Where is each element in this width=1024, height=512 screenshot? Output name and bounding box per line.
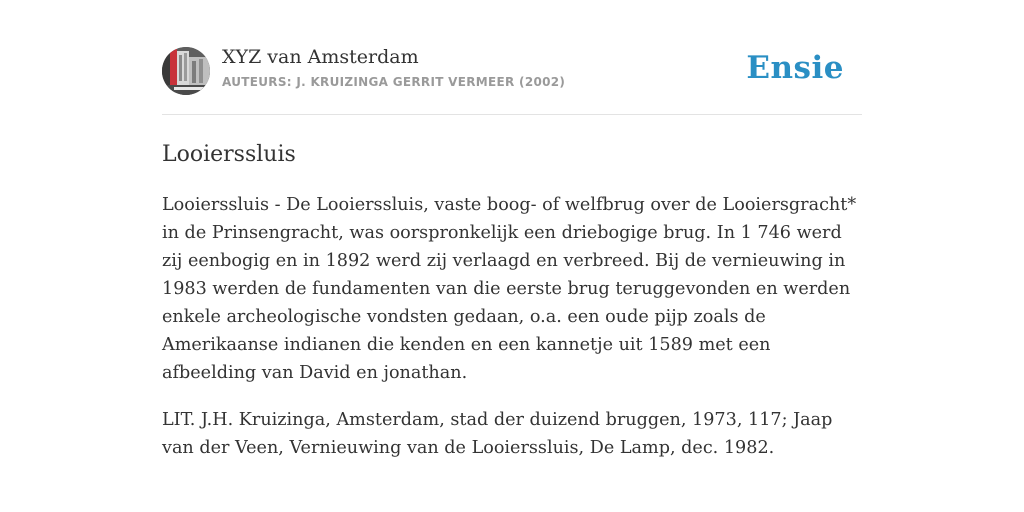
book-cover-avatar[interactable] <box>162 47 210 95</box>
book-title[interactable]: XYZ van Amsterdam <box>222 46 419 68</box>
ensie-logo[interactable]: Ensie <box>746 50 844 86</box>
entry-body-paragraph: Looierssluis - De Looierssluis, vaste boog- of welfbrug over de Looiersgracht* in de Prinsengracht, was oorspronkelijk een driebogige brug. In 1 746 werd zij eenbogig en in 1892 werd zij verlaagd en verbreed. Bij de vernieuwing in 1983 werden de fundamenten van die eerste brug teruggevonden en werden enkele archeologische vondsten gedaan, o.a. een oude pijp zoals de Amerikaanse indianen die kenden en een kannetje uit 1589 met een afbeelding van David en jonathan. <box>162 195 857 383</box>
book-authors: AUTEURS: J. KRUIZINGA GERRIT VERMEER (2002) <box>222 75 566 89</box>
entry-header <box>162 44 862 115</box>
entry-card <box>162 44 862 462</box>
book-cover-icon <box>162 47 210 95</box>
entry-title: Looierssluis <box>162 142 296 167</box>
entry-literature-paragraph: LIT. J.H. Kruizinga, Amsterdam, stad der duizend bruggen, 1973, 117; Jaap van der Veen, Vernieuwing van de Looierssluis, De Lamp, dec. 1982. <box>162 410 833 458</box>
